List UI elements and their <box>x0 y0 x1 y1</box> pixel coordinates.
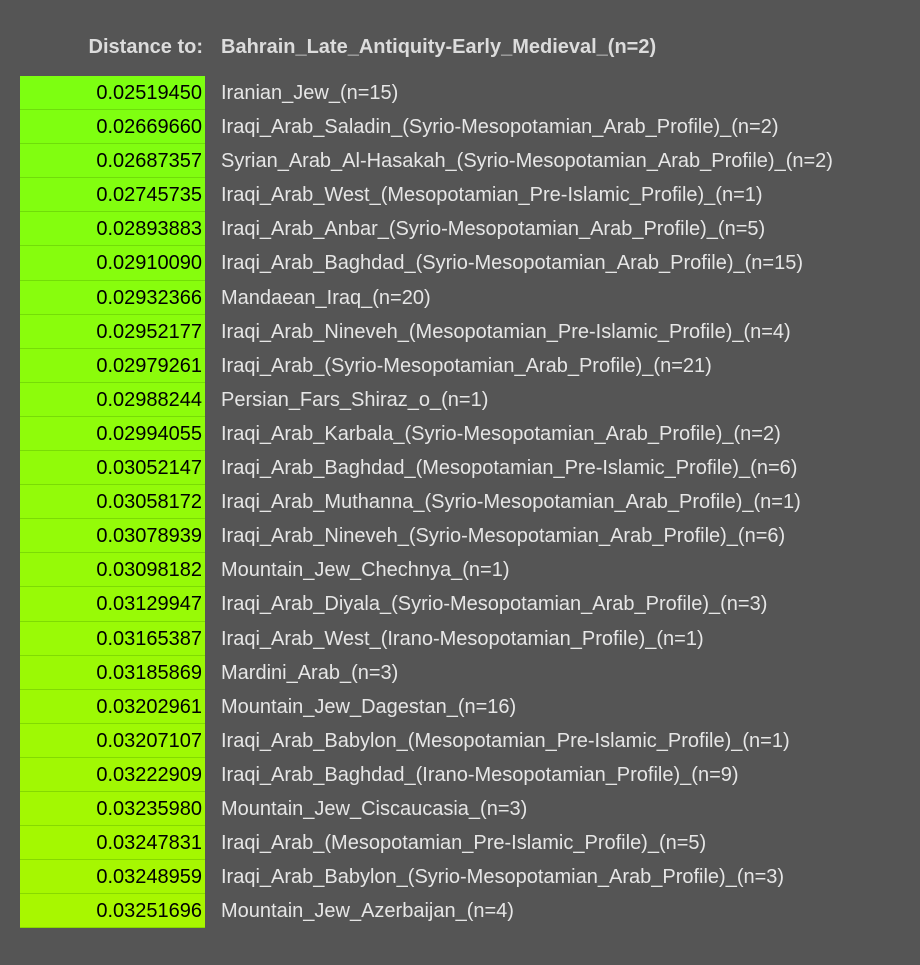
distance-value: 0.03185869 <box>20 656 205 690</box>
distance-value: 0.02979261 <box>20 349 205 383</box>
table-row <box>0 519 920 553</box>
table-row <box>0 587 920 621</box>
population-name: Mountain_Jew_Chechnya_(n=1) <box>221 559 510 582</box>
table-header <box>0 30 920 64</box>
population-name: Mountain_Jew_Azerbaijan_(n=4) <box>221 900 514 923</box>
table-row <box>0 212 920 246</box>
table-row <box>0 110 920 144</box>
distance-value: 0.03098182 <box>20 553 205 587</box>
distance-value: 0.03248959 <box>20 860 205 894</box>
distance-value: 0.02932366 <box>20 281 205 315</box>
population-name: Persian_Fars_Shiraz_o_(n=1) <box>221 388 489 411</box>
distance-value: 0.02669660 <box>20 110 205 144</box>
distance-value: 0.03222909 <box>20 758 205 792</box>
population-name: Mardini_Arab_(n=3) <box>221 661 399 684</box>
distance-value: 0.03078939 <box>20 519 205 553</box>
population-name: Iraqi_Arab_Diyala_(Syrio-Mesopotamian_Arab_Profile)_(n=3) <box>221 593 768 616</box>
target-population-title: Bahrain_Late_Antiquity-Early_Medieval_(n=2) <box>221 36 657 58</box>
table-row <box>0 315 920 349</box>
distance-value: 0.02519450 <box>20 76 205 110</box>
distance-value: 0.02687357 <box>20 144 205 178</box>
population-name: Mandaean_Iraq_(n=20) <box>221 286 431 309</box>
table-row <box>0 894 920 928</box>
table-row <box>0 178 920 212</box>
population-name: Iraqi_Arab_Babylon_(Syrio-Mesopotamian_Arab_Profile)_(n=3) <box>221 866 785 889</box>
population-name: Iraqi_Arab_Nineveh_(Mesopotamian_Pre-Islamic_Profile)_(n=4) <box>221 320 791 343</box>
distance-value: 0.03202961 <box>20 690 205 724</box>
distance-value: 0.03207107 <box>20 724 205 758</box>
population-name: Iraqi_Arab_Anbar_(Syrio-Mesopotamian_Arab_Profile)_(n=5) <box>221 218 766 241</box>
table-row <box>0 383 920 417</box>
population-name: Syrian_Arab_Al-Hasakah_(Syrio-Mesopotamian_Arab_Profile)_(n=2) <box>221 150 833 173</box>
distance-value: 0.02988244 <box>20 383 205 417</box>
table-row <box>0 485 920 519</box>
distance-value: 0.03165387 <box>20 622 205 656</box>
distance-value: 0.03251696 <box>20 894 205 928</box>
table-row <box>0 417 920 451</box>
table-row <box>0 690 920 724</box>
table-row <box>0 281 920 315</box>
table-row <box>0 656 920 690</box>
population-name: Mountain_Jew_Dagestan_(n=16) <box>221 695 517 718</box>
distance-value: 0.03129947 <box>20 587 205 621</box>
table-row <box>0 246 920 280</box>
population-name: Iraqi_Arab_Muthanna_(Syrio-Mesopotamian_Arab_Profile)_(n=1) <box>221 491 801 514</box>
table-row <box>0 144 920 178</box>
population-name: Iraqi_Arab_Baghdad_(Irano-Mesopotamian_Profile)_(n=9) <box>221 763 739 786</box>
population-name: Iranian_Jew_(n=15) <box>221 82 399 104</box>
distance-value: 0.02893883 <box>20 212 205 246</box>
population-name: Iraqi_Arab_Nineveh_(Syrio-Mesopotamian_Arab_Profile)_(n=6) <box>221 525 786 548</box>
table-row <box>0 792 920 826</box>
table-row <box>0 451 920 485</box>
population-name: Iraqi_Arab_Saladin_(Syrio-Mesopotamian_Arab_Profile)_(n=2) <box>221 116 779 139</box>
population-name: Iraqi_Arab_West_(Irano-Mesopotamian_Profile)_(n=1) <box>221 627 704 650</box>
population-name: Iraqi_Arab_Babylon_(Mesopotamian_Pre-Islamic_Profile)_(n=1) <box>221 729 790 752</box>
population-name: Iraqi_Arab_West_(Mesopotamian_Pre-Islamic_Profile)_(n=1) <box>221 184 763 207</box>
distance-to-label: Distance to: <box>88 36 203 58</box>
distance-value: 0.03052147 <box>20 451 205 485</box>
table-row <box>0 622 920 656</box>
table-row <box>0 553 920 587</box>
table-row <box>0 826 920 860</box>
table-row <box>0 724 920 758</box>
distance-value: 0.02745735 <box>20 178 205 212</box>
population-name: Mountain_Jew_Ciscaucasia_(n=3) <box>221 797 528 820</box>
table-row <box>0 76 920 110</box>
distance-value: 0.02952177 <box>20 315 205 349</box>
table-row <box>0 860 920 894</box>
distance-value: 0.03247831 <box>20 826 205 860</box>
distance-value: 0.03058172 <box>20 485 205 519</box>
table-row <box>0 758 920 792</box>
population-name: Iraqi_Arab_Karbala_(Syrio-Mesopotamian_Arab_Profile)_(n=2) <box>221 422 781 445</box>
population-name: Iraqi_Arab_Baghdad_(Syrio-Mesopotamian_Arab_Profile)_(n=15) <box>221 252 804 275</box>
distance-table <box>0 76 920 928</box>
distance-value: 0.02994055 <box>20 417 205 451</box>
distance-value: 0.03235980 <box>20 792 205 826</box>
distance-value: 0.02910090 <box>20 246 205 280</box>
table-row <box>0 349 920 383</box>
population-name: Iraqi_Arab_Baghdad_(Mesopotamian_Pre-Islamic_Profile)_(n=6) <box>221 457 798 480</box>
population-name: Iraqi_Arab_(Mesopotamian_Pre-Islamic_Profile)_(n=5) <box>221 832 707 855</box>
population-name: Iraqi_Arab_(Syrio-Mesopotamian_Arab_Profile)_(n=21) <box>221 354 712 377</box>
